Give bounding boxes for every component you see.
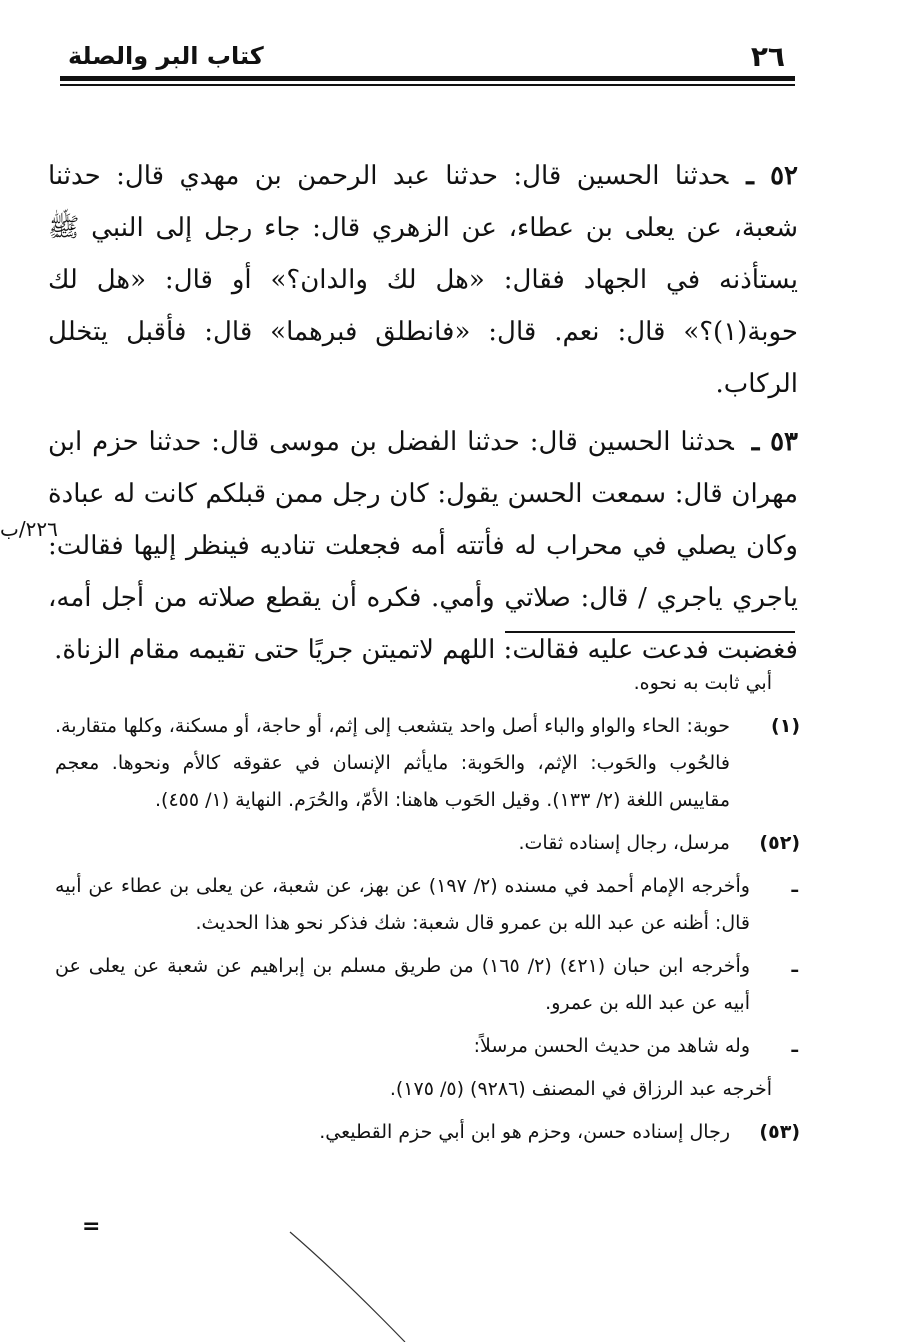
page-number: ٢٦ xyxy=(750,40,785,73)
hadith-number: ٥٣ ـ xyxy=(751,427,799,457)
footnote-mark: (٥٣) xyxy=(759,1121,800,1143)
footnote-text: رجال إسناده حسن، وحزم هو ابن أبي حزم القطيعي. xyxy=(319,1121,730,1143)
book-title: كتاب البر والصلة xyxy=(68,42,264,70)
footnote-source-line: أخرجه عبد الرزاق في المصنف (٩٢٨٦) (٥/ ١٧٥). xyxy=(389,1078,772,1100)
footnote-text: وأخرجه الإمام أحمد في مسنده (٢/ ١٩٧) عن بهز، عن شعبة، عن يعلى بن عطاء عن أبيه قال: أظنه عن عبد الله بن عمرو قال شعبة: شك فذكر نحو هذا الحديث. xyxy=(55,875,750,934)
footnote-mark: (٥٢) xyxy=(759,832,800,854)
hadith-number: ٥٢ ـ xyxy=(746,161,799,191)
bullet-dash: ـ xyxy=(791,1035,798,1057)
hadith-text: حدثنا الحسين قال: حدثنا عبد الرحمن بن مهدي قال: حدثنا شعبة، عن يعلى بن عطاء، عن الزهري قال: جاء رجل إلى النبي ﷺ يستأذنه في الجهاد فقال: «هل لك والدان؟» أو قال: «هل لك حوبة(١)؟» قال: نعم. قال: «فانطلق فبرهما» قال: فأقبل يتخلل الركاب. xyxy=(48,161,799,399)
footnote-carryover: أبي ثابت به نحوه. xyxy=(633,672,772,694)
footnote-text: مرسل، رجال إسناده ثقات. xyxy=(518,832,730,854)
footnote-text: وله شاهد من حديث الحسن مرسلاً: xyxy=(473,1035,750,1057)
footnote-text: حوبة: الحاء والواو والباء أصل واحد يتشعب إلى إثم، أو حاجة، أو مسكنة، وكلها متقاربة. فالحُوب والحَوب: الإثم، والحَوبة: مايأثم الإنسان في عقوقه كالأم ونحوها. معجم مقاييس اللغة (٢/ ١٣٣). وقيل الحَوب هاهنا: الأمّ، والحُرَم. النهاية (١/ ٤٥٥). xyxy=(55,715,730,811)
hadith-text: حدثنا الحسين قال: حدثنا الفضل بن موسى قال: حدثنا حزم ابن مهران قال: سمعت الحسن يقول: كان رجل ممن قبلكم كانت له عبادة وكان يصلي في محراب له فأتته أمه فجعلت تناديه فينظر إليها فقالت: ياجري ياجري / قال: صلاتي وأمي. فكره أن يقطع صلاته من أجل أمه، فغضبت فدعت عليه فقالت: اللهم لاتميتن جريًا حتى تقيمه مقام الزناة. xyxy=(48,427,798,665)
bullet-dash: ـ xyxy=(791,955,798,977)
continuation-mark: = xyxy=(82,1214,101,1239)
footnote-text: وأخرجه ابن حبان (٤٢١) (٢/ ١٦٥) من طريق مسلم بن إبراهيم عن شعبة عن يعلى عن أبيه عن عبد الله بن عمرو. xyxy=(55,955,750,1014)
manuscript-margin-note: ٢٢٦/ب xyxy=(0,517,58,541)
footnote-mark: (١) xyxy=(771,715,800,737)
bullet-dash: ـ xyxy=(791,875,798,897)
